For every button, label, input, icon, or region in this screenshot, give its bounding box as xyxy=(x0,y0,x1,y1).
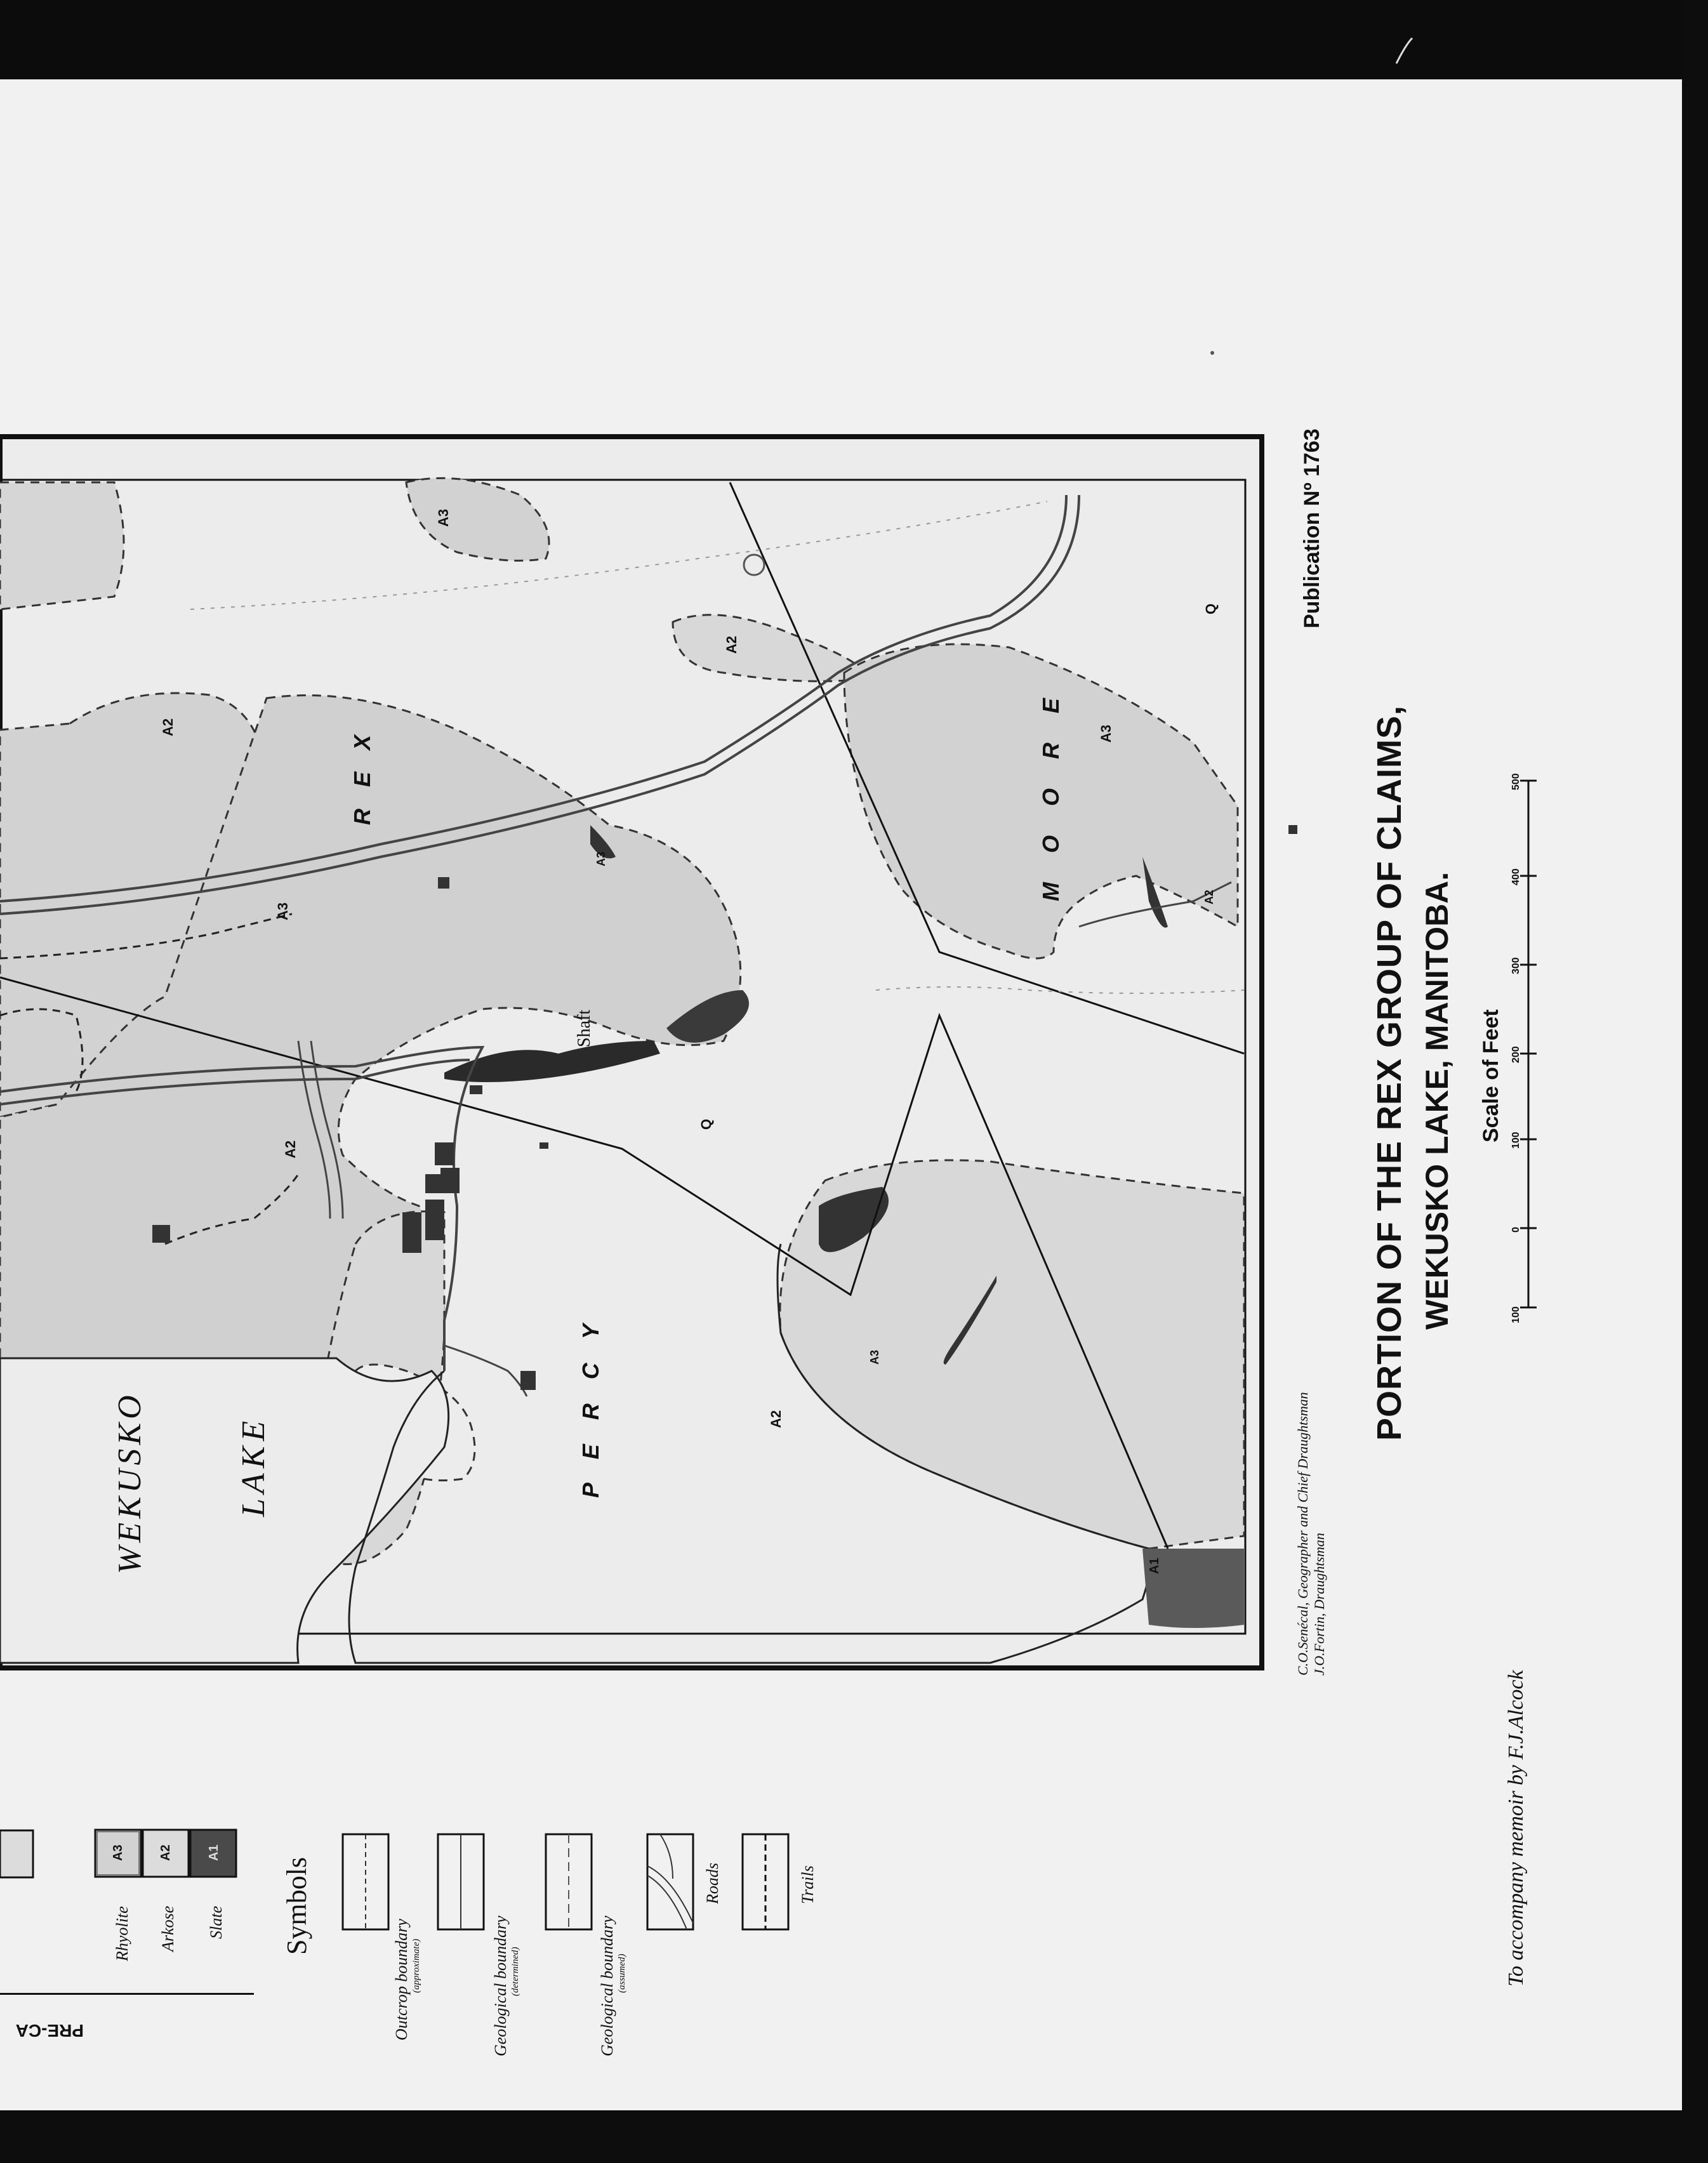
scale-label-300: 300 xyxy=(1511,957,1521,974)
legend-symbol-trails-name: Trails xyxy=(798,1865,817,1904)
legend-code-a3: A3 xyxy=(111,1844,125,1861)
legend-symbol-outcrop-name: Outcrop boundary xyxy=(392,1919,411,2041)
memoir-note: To accompany memoir by F.J.Alcock xyxy=(1504,1670,1528,1987)
place-wekusko: WEKUSKO xyxy=(112,1391,148,1574)
publication-number: Publication Nº 1763 xyxy=(1300,428,1324,628)
scale-label-500: 500 xyxy=(1511,773,1521,790)
legend-symbol-geo-assumed-name: Geological boundary xyxy=(598,1915,616,2056)
unit-a3-lens: A3 xyxy=(595,851,607,866)
unit-a2-percy: A2 xyxy=(768,1410,784,1428)
unit-a2-moore: A2 xyxy=(1203,889,1215,904)
unit-a1: A1 xyxy=(1148,1558,1162,1574)
map-title-line1: PORTION OF THE REX GROUP OF CLAIMS, xyxy=(1370,704,1408,1441)
shaft-label: Shaft xyxy=(574,1009,594,1047)
legend-symbol-roads-box xyxy=(647,1834,693,1929)
building-10 xyxy=(438,877,449,889)
legend-symbol-geo-determined-note: (determined) xyxy=(510,1947,520,1996)
building-1 xyxy=(152,1225,170,1243)
unit-a2-north: A2 xyxy=(160,718,176,736)
unit-a2-central: A2 xyxy=(282,1140,298,1158)
legend-section-title: PRE-CA xyxy=(15,2021,84,2041)
claim-rex: R E X xyxy=(349,727,375,825)
credits-line1: C.O.Senécal, Geographer and Chief Draughtsman xyxy=(1295,1392,1311,1676)
unit-q-north: Q xyxy=(1203,603,1219,614)
claim-percy: P E R C Y xyxy=(578,1314,604,1498)
legend-name-arkose: Arkose xyxy=(159,1905,177,1952)
claim-moore: M O O R E xyxy=(1038,686,1064,901)
scale-label-100: 100 xyxy=(1511,1132,1521,1149)
unit-a3-percy: A3 xyxy=(868,1349,881,1365)
building-2 xyxy=(402,1212,421,1253)
unit-a3-moore: A3 xyxy=(1098,724,1114,743)
scale-title: Scale of Feet xyxy=(1479,1009,1503,1142)
unit-q-south: Q xyxy=(698,1118,714,1130)
legend-symbol-geo-determined-name: Geological boundary xyxy=(491,1915,510,2056)
building-3 xyxy=(425,1200,444,1240)
building-5 xyxy=(435,1142,454,1165)
building-6 xyxy=(440,1168,460,1193)
scan-dot xyxy=(1210,351,1214,355)
building-4 xyxy=(425,1174,442,1193)
legend-symbol-outcrop-note: (approximate) xyxy=(411,1938,421,1993)
unit-a3-rex: A3 xyxy=(275,902,291,920)
credits-line2: J.O.Fortin, Draughtsman xyxy=(1311,1533,1327,1676)
building-9 xyxy=(520,1371,536,1390)
scale-label-0: 0 xyxy=(1511,1227,1521,1233)
legend-name-slate: Slate xyxy=(207,1906,225,1939)
legend-code-a2: A2 xyxy=(159,1844,173,1861)
map-title-line2: WEKUSKO LAKE, MANITOBA. xyxy=(1419,871,1455,1330)
place-lake: LAKE xyxy=(235,1415,272,1517)
legend-box-partial xyxy=(0,1830,33,1877)
legend-symbol-roads-name: Roads xyxy=(703,1863,722,1904)
legend-name-rhyolite: Rhyolite xyxy=(113,1906,131,1961)
legend-symbols-title: Symbols xyxy=(281,1856,312,1955)
unit-a3-north: A3 xyxy=(435,508,451,527)
scan-mark xyxy=(1396,38,1412,63)
unit-a2-small: A2 xyxy=(724,635,739,654)
scale-label-100-left: 100 xyxy=(1511,1306,1521,1323)
legend-code-a1: A1 xyxy=(207,1844,221,1861)
building-11 xyxy=(1288,825,1297,834)
arkose-area-north xyxy=(0,482,124,609)
legend-rule xyxy=(0,1993,254,1995)
legend-symbol-geo-assumed-note: (assumed) xyxy=(617,1954,627,1993)
scale-label-200: 200 xyxy=(1511,1046,1521,1063)
scale-label-400: 400 xyxy=(1511,868,1521,885)
building-8 xyxy=(540,1142,548,1149)
building-7 xyxy=(470,1085,482,1094)
